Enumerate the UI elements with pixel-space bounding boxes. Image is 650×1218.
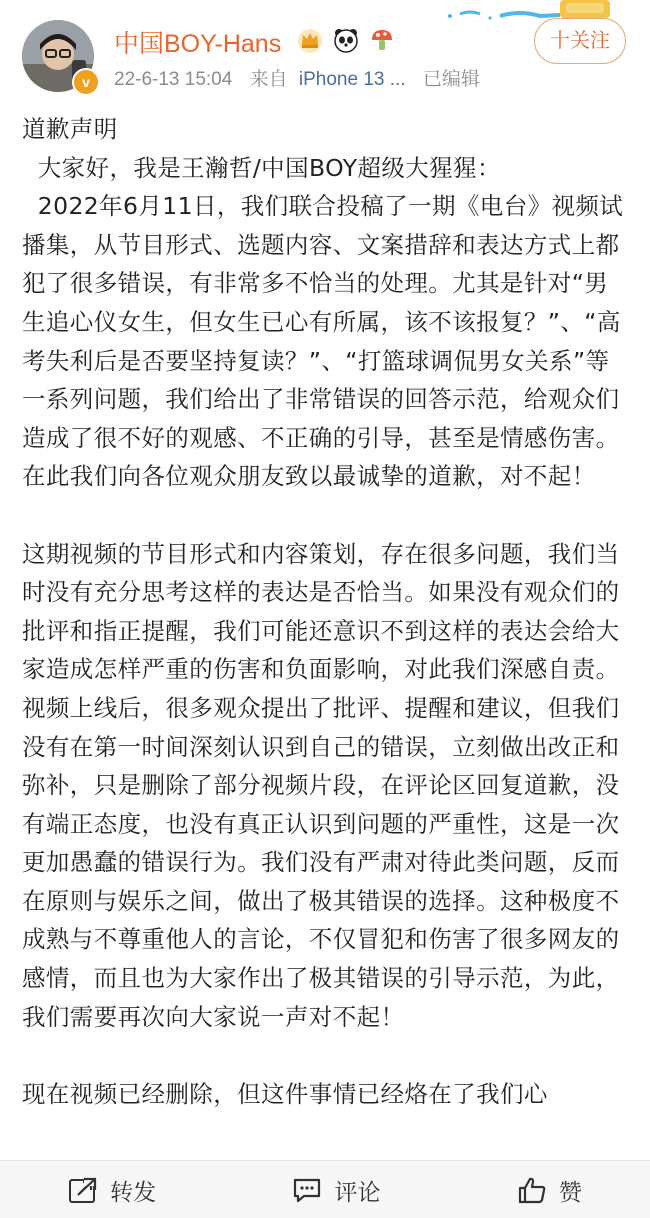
like-button[interactable] bbox=[517, 1174, 582, 1207]
paragraph-spacer bbox=[22, 496, 630, 535]
author-name[interactable]: 中国BOY-Hans bbox=[114, 30, 282, 58]
source-prefix: 来自 bbox=[249, 69, 288, 90]
post-timestamp: 22-6-13 15:04 bbox=[114, 69, 233, 90]
post-paragraph: 大家好，我是王瀚哲/中国BOY超级大猩猩： 2022年6月11日，我们联合投稿了一期《电台》视频试播集，从节目形式、选题内容、文案措辞和表达方式上都犯了很多错误，有非常多不恰当的处理。尤其是针对“男生追心仪女生，但女生已心有所属，该不该报复？”、“高考失利后是否要坚持复读？”、“打篮球调侃男女关系”等一系列问题，我们给出了非常错误的回答示范，给观众们造成了很不好的观感、不正确的引导，甚至是情感伤害。在此我们向各位观众朋友致以最诚挚的道歉，对不起！ bbox=[22, 153, 624, 491]
user-badges bbox=[296, 24, 396, 56]
post-paragraph: 现在视频已经删除，但这件事情已经烙在了我们心 bbox=[22, 1079, 548, 1108]
comment-label: 评论 bbox=[334, 1179, 381, 1206]
follow-button[interactable]: 十关注 bbox=[534, 18, 626, 64]
mushroom-icon[interactable] bbox=[368, 26, 396, 54]
like-label: 赞 bbox=[558, 1179, 582, 1206]
device-link[interactable]: iPhone 13 ... bbox=[298, 69, 406, 90]
repost-icon bbox=[68, 1176, 98, 1204]
edited-label[interactable]: 已编辑 bbox=[422, 69, 480, 90]
thumbs-up-icon bbox=[517, 1176, 547, 1204]
comment-button[interactable] bbox=[292, 1174, 380, 1207]
verified-badge-icon: v bbox=[72, 68, 100, 96]
content-fade bbox=[0, 1130, 650, 1160]
repost-label: 转发 bbox=[110, 1179, 157, 1206]
comment-icon bbox=[292, 1176, 322, 1204]
repost-button[interactable] bbox=[68, 1174, 156, 1207]
crown-icon[interactable] bbox=[296, 26, 324, 54]
paragraph-spacer bbox=[22, 1036, 630, 1075]
post-header bbox=[0, 0, 650, 108]
post-meta bbox=[114, 64, 492, 91]
post-paragraph: 这期视频的节目形式和内容策划，存在很多问题，我们当时没有充分思考这样的表达是否恰当。如果没有观众们的批评和指正提醒，我们可能还意识不到这样的表达会给大家造成怎样严重的伤害和负面影响，对此我们深感自责。视频上线后，很多观众提出了批评、提醒和建议，但我们没有在第一时间深刻认识到自己的错误，立刻做出改正和弥补，只是删除了部分视频片段，在评论区回复道歉，没有端正态度，也没有真正认识到问题的严重性，这是一次更加愚蠢的错误行为。我们没有严肃对待此类问题，反而在原则与娱乐之间，做出了极其错误的选择。这种极度不成熟与不尊重他人的言论，不仅冒犯和伤害了很多网友的感情，而且也为大家作出了极其错误的引导示范，为此，我们需要再次向大家说一声对不起！ bbox=[22, 539, 620, 1031]
post-body bbox=[22, 110, 630, 1113]
action-toolbar bbox=[0, 1160, 650, 1218]
panda-icon[interactable] bbox=[332, 26, 360, 54]
post-title: 道歉声明 bbox=[22, 115, 118, 143]
